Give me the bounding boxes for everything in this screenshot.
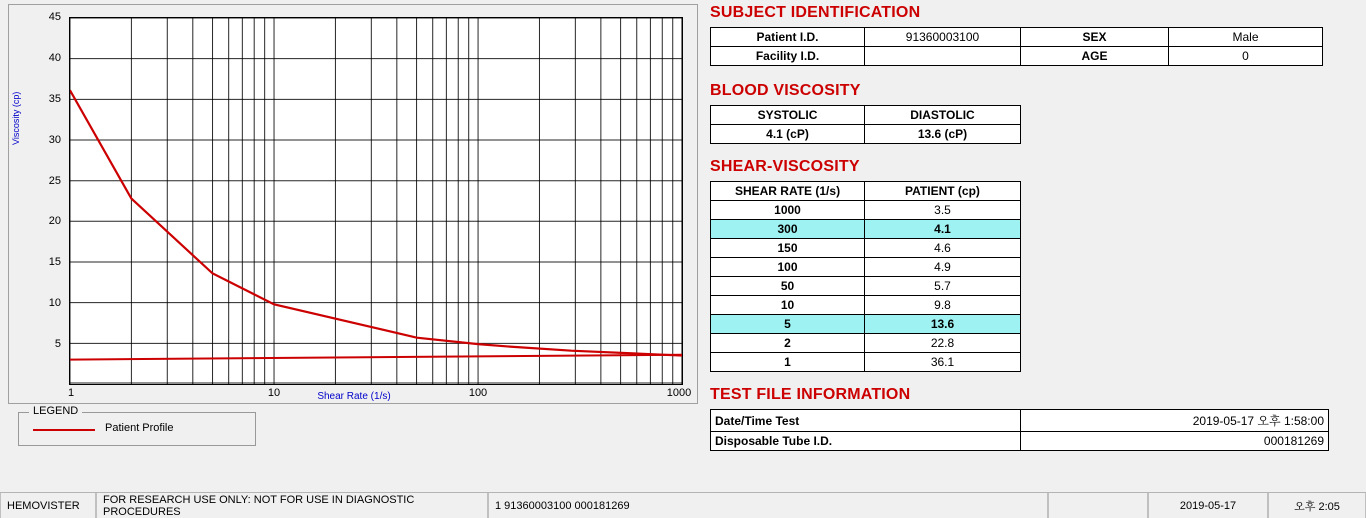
legend-entry-patient-profile: Patient Profile [105,422,174,434]
diastolic-value: 13.6 (cP) [865,125,1021,144]
status-blank-cell [1048,493,1148,518]
y-tick-5: 5 [54,338,61,350]
status-app-name: HEMOVISTER [0,493,96,518]
patient-cp-cell: 13.6 [865,315,1021,334]
y-tick-20: 20 [48,215,61,227]
status-time: 오후 2:05 [1268,493,1366,518]
shear-rate-cell: 2 [711,334,865,353]
disposable-tube-id-value: 000181269 [1021,432,1329,451]
patient-id-label: Patient I.D. [711,28,865,47]
legend-line-swatch [33,429,95,431]
blood-viscosity-title: BLOOD VISCOSITY [710,82,861,99]
systolic-header: SYSTOLIC [711,106,865,125]
table-row [711,353,1021,372]
x-axis-title: Shear Rate (1/s) [317,391,391,402]
table-row [711,410,1329,432]
table-row [711,296,1021,315]
y-tick-15: 15 [48,256,61,268]
patient-cp-cell: 4.9 [865,258,1021,277]
status-date: 2019-05-17 [1148,493,1268,518]
y-tick-40: 40 [48,52,61,64]
shear-rate-cell: 50 [711,277,865,296]
status-bar [0,492,1366,518]
shear-rate-cell: 100 [711,258,865,277]
shear-rate-cell: 1000 [711,201,865,220]
patient-cp-cell: 4.1 [865,220,1021,239]
chart-svg [69,17,683,385]
patient-cp-cell: 36.1 [865,353,1021,372]
patient-cp-cell: 3.5 [865,201,1021,220]
facility-id-label: Facility I.D. [711,47,865,66]
sex-value[interactable]: Male [1169,28,1323,47]
y-tick-35: 35 [48,93,61,105]
table-row [711,334,1021,353]
table-row [711,315,1021,334]
table-row [711,106,1021,125]
shear-rate-cell: 300 [711,220,865,239]
shear-rate-cell: 150 [711,239,865,258]
patient-id-value[interactable]: 91360003100 [865,28,1021,47]
subject-identification-table [710,27,1323,66]
shear-rate-header: SHEAR RATE (1/s) [711,182,865,201]
table-row [711,47,1323,66]
status-research-notice: FOR RESEARCH USE ONLY: NOT FOR USE IN DIAGNOSTIC PROCEDURES [96,493,488,518]
x-tick-100: 100 [468,387,488,399]
y-tick-45: 45 [48,11,61,23]
x-tick-1000: 1000 [666,387,692,399]
disposable-tube-id-label: Disposable Tube I.D. [711,432,1021,451]
shear-viscosity-table [710,181,1021,372]
test-file-information-title: TEST FILE INFORMATION [710,386,911,403]
chart-legend [18,405,256,446]
patient-cp-cell: 5.7 [865,277,1021,296]
table-row [711,258,1021,277]
sex-label: SEX [1021,28,1169,47]
y-axis-title: Viscosity (cp) [11,91,21,145]
x-tick-1: 1 [67,387,75,399]
date-time-test-value: 2019-05-17 오후 1:58:00 [1021,410,1329,432]
blood-viscosity-table [710,105,1021,144]
facility-id-value[interactable] [865,47,1021,66]
viscosity-chart-panel [8,4,698,404]
patient-cp-header: PATIENT (cp) [865,182,1021,201]
status-record-id: 1 91360003100 000181269 [488,493,1048,518]
patient-cp-cell: 9.8 [865,296,1021,315]
table-row [711,220,1021,239]
patient-cp-cell: 4.6 [865,239,1021,258]
shear-rate-cell: 10 [711,296,865,315]
x-tick-10: 10 [267,387,281,399]
report-details [710,4,1358,451]
table-row [711,277,1021,296]
subject-identification-title: SUBJECT IDENTIFICATION [710,4,921,21]
shear-rate-cell: 1 [711,353,865,372]
table-row [711,239,1021,258]
table-row [711,125,1021,144]
date-time-test-label: Date/Time Test [711,410,1021,432]
diastolic-header: DIASTOLIC [865,106,1021,125]
age-value[interactable]: 0 [1169,47,1323,66]
age-label: AGE [1021,47,1169,66]
table-row [711,201,1021,220]
shear-viscosity-title: SHEAR-VISCOSITY [710,158,860,175]
shear-rate-cell: 5 [711,315,865,334]
systolic-value: 4.1 (cP) [711,125,865,144]
y-tick-30: 30 [48,134,61,146]
y-tick-10: 10 [48,297,61,309]
legend-title: LEGEND [29,405,82,417]
y-tick-25: 25 [48,175,61,187]
patient-cp-cell: 22.8 [865,334,1021,353]
test-file-information-table [710,409,1329,451]
table-row [711,432,1329,451]
table-row [711,28,1323,47]
table-header-row [711,182,1021,201]
